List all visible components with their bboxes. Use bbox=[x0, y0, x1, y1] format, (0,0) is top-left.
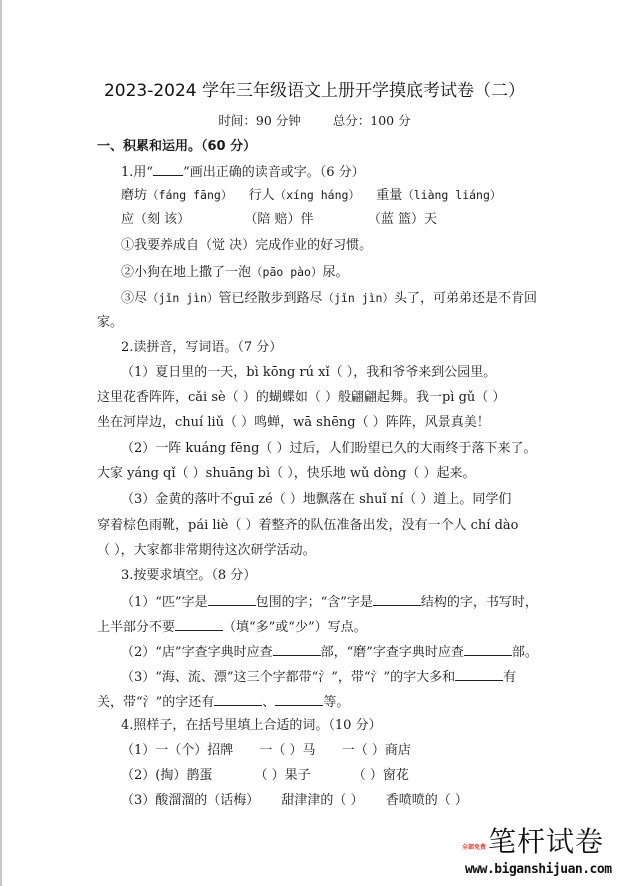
q3-item-2: （2）“店”字查字典时应查 部，“磨”字查字典时应查 部。 bbox=[121, 645, 538, 660]
exam-total-score: 总分：100 分 bbox=[332, 113, 411, 128]
pinyin-choice[interactable]: （jǐn jìn） bbox=[147, 291, 219, 305]
q3-heading: 3.按要求填空。（8 分） bbox=[121, 568, 257, 583]
q2-paragraph-2: （2）一阵 kuáng fēng（ ）过后，人们盼望已久的大雨终于落下来了。 bbox=[121, 441, 537, 456]
watermark-brand: 笔杆试卷 bbox=[488, 825, 605, 858]
pinyin-choice[interactable]: （pāo pào） bbox=[251, 265, 323, 279]
exam-time: 时间：90 分钟 bbox=[218, 113, 301, 128]
q2-paragraph-3-line-2: 穿着棕色雨靴，pái liè（ ）着整齐的队伍准备出发，没有一个人 chí dào bbox=[97, 518, 519, 533]
q4-row-1: （1）一（个）招牌 一（ ）马 一（ ）商店 bbox=[121, 743, 411, 758]
q2-heading: 2.读拼音，写词语。（7 分） bbox=[121, 340, 283, 355]
q1-sentence-1: ①我要养成自（觉 决）完成作业的好习惯。 bbox=[121, 238, 373, 253]
q2-paragraph-2-line-2: 大家 yáng qǐ（ ）shuāng bì（ ），快乐地 wǔ dòng（ ）起来。 bbox=[97, 466, 476, 481]
q4-row-2: （2）(掏）鹊蛋 （ ）果子 （ ）窗花 bbox=[121, 768, 409, 783]
q2-paragraph-1-line-3: 坐在河岸边，chuí liǔ（ ）鸣蝉，wā shēng（ ）阵阵，风景真美！ bbox=[97, 415, 490, 430]
q3-item-3: （3）“海、流、漂”这三个字都带“氵”，带“氵”的字大多和 有 bbox=[121, 670, 517, 685]
pinyin-choice[interactable]: （fáng fāng） bbox=[147, 188, 233, 202]
q1-sentence-3: ③尽（jǐn jìn）管已经散步到路尽（jǐn jìn）头了，可弟弟还是不肯回 bbox=[121, 291, 537, 306]
fill-blank[interactable] bbox=[273, 643, 321, 656]
q3-item-1: （1）“匹”字是 包围的字；“含”字是 结构的字，书写时， bbox=[121, 595, 538, 610]
q4-row-3: （3）酸溜溜的（话梅） 甜津津的（ ） 香喷喷的（ ） bbox=[121, 793, 468, 808]
q4-heading: 4.照样子，在括号里填上合适的词。（10 分） bbox=[121, 718, 382, 733]
underline-sample bbox=[153, 163, 183, 176]
char-choice[interactable]: 应（刻 该） bbox=[121, 212, 191, 227]
fill-blank[interactable] bbox=[275, 693, 323, 706]
pinyin-choice[interactable]: （xíng háng） bbox=[274, 188, 360, 202]
fill-bracket[interactable]: （ ）窗花 bbox=[352, 768, 409, 783]
q2-paragraph-3: （3）金黄的落叶不guī zé（ ）地飘落在 shuǐ ní（ ）道上。同学们 bbox=[121, 492, 512, 507]
q3-item-3-cont: 关，带“氵”的字还有 、 等。 bbox=[97, 695, 350, 710]
section-heading-1: 一、积累和运用。（60 分） bbox=[97, 139, 257, 154]
q1-sentence-2: ②小狗在地上撒了一泡（pāo pào）尿。 bbox=[121, 265, 349, 280]
watermark-url: www.biganshijuan.com bbox=[465, 862, 612, 877]
exam-meta bbox=[0, 113, 629, 129]
watermark-free-tag: 全部免费 bbox=[462, 844, 487, 851]
char-choice[interactable]: （陪 赔）伴 bbox=[244, 212, 314, 227]
fill-bracket[interactable]: （ ）果子 bbox=[254, 768, 311, 783]
fill-bracket[interactable]: 香喷喷的（ ） bbox=[385, 793, 468, 808]
fill-blank[interactable] bbox=[373, 593, 421, 606]
fill-blank[interactable] bbox=[214, 693, 262, 706]
char-choice[interactable]: （蓝 篮）天 bbox=[367, 212, 437, 227]
fill-blank[interactable] bbox=[208, 593, 256, 606]
fill-blank[interactable] bbox=[175, 618, 223, 631]
fill-blank[interactable] bbox=[455, 668, 503, 681]
q1-row-1: 磨坊（fáng fāng） 行人（xíng háng） 重量（liàng liáng） bbox=[121, 188, 502, 203]
fill-bracket[interactable]: 甜津津的（ ） bbox=[281, 793, 364, 808]
fill-bracket[interactable]: 一（ ）商店 bbox=[341, 743, 411, 758]
q2-paragraph-1-line-2: 这里花香阵阵，cǎi sè（ ）的蝴蝶如（ ）般翩翩起舞。我一pì gǔ（ ） bbox=[97, 390, 506, 405]
q1-heading: 1.用“ ”画出正确的读音或字。（6 分） bbox=[121, 165, 365, 180]
watermark-logo bbox=[462, 825, 629, 886]
q2-paragraph-1: （1）夏日里的一天，bì kōng rú xǐ（ ），我和爷爷来到公园里。 bbox=[121, 365, 497, 380]
page-left-border bbox=[0, 0, 2, 886]
q1-sentence-3-cont: 家。 bbox=[97, 315, 124, 330]
fill-bracket[interactable]: 一（ ）马 bbox=[259, 743, 316, 758]
q3-item-1-cont: 上半部分不要 （填“多”或“少”）写点。 bbox=[97, 620, 367, 635]
q2-paragraph-3-line-3: （ ），大家都非常期待这次研学活动。 bbox=[97, 543, 316, 558]
q1-row-2 bbox=[121, 212, 437, 228]
pinyin-choice[interactable]: （jǐn jìn） bbox=[322, 291, 394, 305]
page-title: 2023-2024 学年三年级语文上册开学摸底考试卷（二） bbox=[103, 81, 526, 101]
pinyin-choice[interactable]: （liàng liáng） bbox=[402, 188, 502, 202]
fill-blank[interactable] bbox=[464, 643, 512, 656]
